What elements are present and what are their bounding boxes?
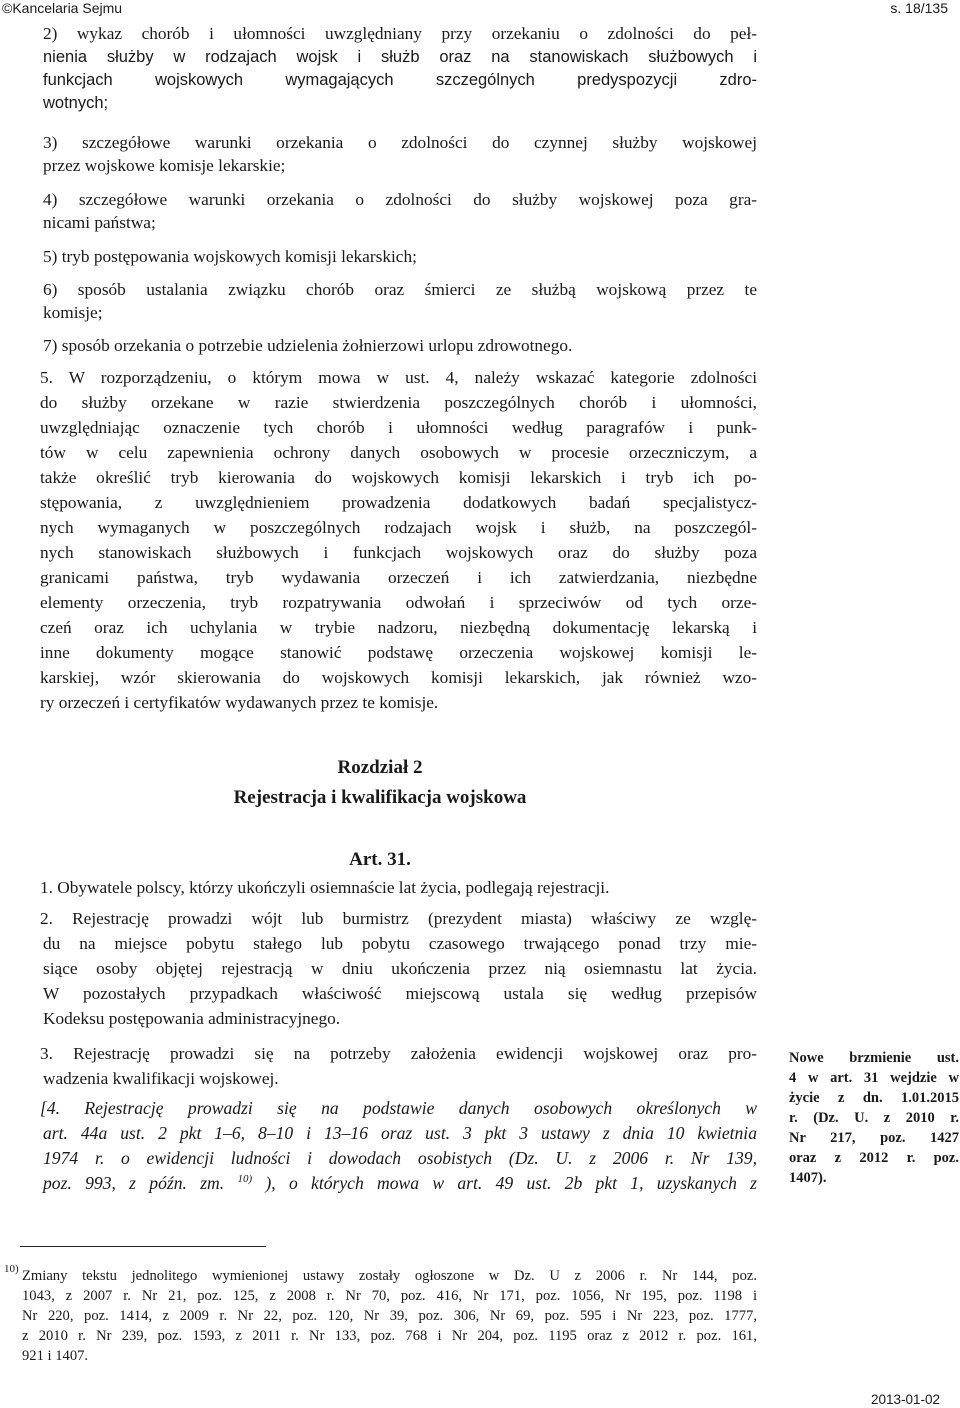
text-line [43, 1172, 757, 1194]
text-line: 3) szczegółowe warunki orzekania o zdolności do czynnej służby wojskowej [43, 133, 757, 152]
text-line: 1. Obywatele polscy, którzy ukończyli osiemnaście lat życia, podlegają rejestracji. [40, 878, 610, 897]
text-line: [4. Rejestrację prowadzi się na podstawie danych osobowych określonych w [40, 1098, 757, 1118]
margin-note-line: Nr 217, poz. 1427 [789, 1130, 959, 1146]
text-line: przez wojskowe komisje lekarskie; [43, 156, 286, 175]
margin-note-line: życie z dn. 1.01.2015 [789, 1090, 959, 1106]
text-line: 4) szczegółowe warunki orzekania o zdolności do służby wojskowej poza gra- [43, 190, 757, 209]
text-line: nych stanowiskach służbowych i funkcjach wojskowych oraz do służby poza [40, 543, 757, 562]
footnote-line: z 2010 r. Nr 239, poz. 1593, z 2011 r. Nr 133, poz. 768 i Nr 204, poz. 1195 oraz z 2012 r. poz. 161, [22, 1328, 757, 1344]
text-line: du na miejsce pobytu stałego lub pobytu czasowego trwającego ponad trzy mie- [43, 934, 757, 953]
text-line: 6) sposób ustalania związku chorób oraz śmierci ze służbą wojskową przez te [43, 280, 757, 299]
text-line: czeń oraz ich uchylania w trybie nadzoru, niezbędną dokumentację lekarską i [40, 618, 757, 637]
footnote-line: 921 i 1407. [22, 1348, 89, 1364]
text-line: karskiej, wzór skierowania do wojskowych komisji lekarskich, jak również wzo- [40, 668, 757, 687]
text-line: 5) tryb postępowania wojskowych komisji lekarskich; [43, 247, 417, 266]
footnote-mark: 10) [4, 1263, 19, 1275]
footnote-separator [20, 1246, 266, 1247]
text-line: nicami państwa; [43, 213, 156, 232]
text-line: W pozostałych przypadkach właściwość miejscową ustala się według przepisów [43, 984, 757, 1003]
text-line: granicami państwa, tryb wydawania orzeczeń i ich zatwierdzania, niezbędne [40, 568, 757, 587]
chapter-number: Rozdział 2 [337, 757, 423, 778]
margin-note-line: 1407). [789, 1170, 827, 1186]
text-line: Kodeksu postępowania administracyjnego. [43, 1009, 341, 1028]
footer-date: 2013-01-02 [870, 1392, 940, 1407]
text-segment: poz. 993, z późn. zm. [43, 1173, 225, 1193]
text-line: art. 44a ust. 2 pkt 1–6, 8–10 i 13–16 oraz ust. 3 pkt 3 ustawy z dnia 10 kwietnia [43, 1123, 757, 1143]
margin-note-line: Nowe brzmienie ust. [789, 1050, 959, 1066]
text-line: nych wymaganych w poszczególnych rodzajach wojsk i służb, na poszczegól- [40, 518, 757, 537]
article-heading: Art. 31. [349, 849, 411, 870]
page-number: s. 18/135 [890, 0, 948, 16]
text-line: inne dokumenty mogące stanowić podstawę orzeczenia wojskowej komisji le- [40, 643, 757, 662]
text-line: ry orzeczeń i certyfikatów wydawanych przez te komisje. [40, 693, 439, 712]
footnote-line: Nr 220, poz. 1414, z 2009 r. Nr 22, poz. 120, Nr 39, poz. 306, Nr 69, poz. 595 i Nr 223, poz. 1777, [22, 1308, 757, 1324]
text-line: komisje; [43, 303, 103, 322]
text-line: tów w celu zapewnienia ochrony danych osobowych w procesie orzeczniczym, a [40, 443, 757, 462]
text-line: nienia służby w rodzajach wojsk i służb oraz na stanowiskach służbowych i [43, 48, 757, 66]
margin-note-line: r. (Dz. U. z 2010 r. [789, 1110, 959, 1126]
text-line: wadzenia kwalifikacji wojskowej. [43, 1069, 279, 1088]
text-line: do służby orzekane w razie stwierdzenia poszczególnych chorób i ułomności, [40, 393, 757, 412]
text-line: stępowania, z uwzględnieniem prowadzenia dodatkowych badań specjalistycz- [40, 493, 757, 512]
text-line: 7) sposób orzekania o potrzebie udzielenia żołnierzowi urlopu zdrowotnego. [43, 336, 573, 355]
footnote-line: 1043, z 2007 r. Nr 21, poz. 125, z 2008 r. Nr 70, poz. 416, Nr 171, poz. 1056, Nr 195, poz. 1198 i [22, 1288, 757, 1304]
text-line: elementy orzeczenia, tryb rozpatrywania odwołań i sprzeciwów od tych orze- [40, 593, 757, 612]
text-segment: ), o których mowa w art. 49 ust. 2b pkt 1, uzyskanych z [265, 1173, 757, 1193]
text-line: 2) wykaz chorób i ułomności uwzględniany przy orzekaniu o zdolności do peł- [43, 24, 757, 43]
text-line: 3. Rejestrację prowadzi się na potrzeby założenia ewidencji wojskowej oraz pro- [40, 1044, 757, 1063]
text-line: 5. W rozporządzeniu, o którym mowa w ust. 4, należy wskazać kategorie zdolności [40, 368, 757, 387]
margin-note-line: 4 w art. 31 wejdzie w [789, 1070, 959, 1086]
text-line: także określić tryb kierowania do wojskowych komisji lekarskich i tryb ich po- [40, 468, 757, 487]
chapter-title: Rejestracja i kwalifikacja wojskowa [233, 787, 527, 808]
header-source: ©Kancelaria Sejmu [2, 0, 123, 16]
text-line: wotnych; [43, 94, 109, 112]
text-line: siące osoby objętej rejestracją w dniu ukończenia przez nią osiemnastu lat życia. [43, 959, 757, 978]
text-line: funkcjach wojskowych wymagających szczególnych predyspozycji zdro- [43, 71, 757, 89]
text-line: uwzględniając oznaczenie tych chorób i ułomności według paragrafów i punk- [40, 418, 757, 437]
text-line: 2. Rejestrację prowadzi wójt lub burmistrz (prezydent miasta) właściwy ze wzglę- [40, 909, 757, 928]
footnote-line: Zmiany tekstu jednolitego wymienionej ustawy zostały ogłoszone w Dz. U z 2006 r. Nr 144, poz. [22, 1268, 757, 1284]
footnote-reference[interactable]: 10) [237, 1173, 253, 1186]
margin-note-line: oraz z 2012 r. poz. [789, 1150, 959, 1166]
text-line: 1974 r. o ewidencji ludności i dowodach osobistych (Dz. U. z 2006 r. Nr 139, [43, 1148, 757, 1168]
